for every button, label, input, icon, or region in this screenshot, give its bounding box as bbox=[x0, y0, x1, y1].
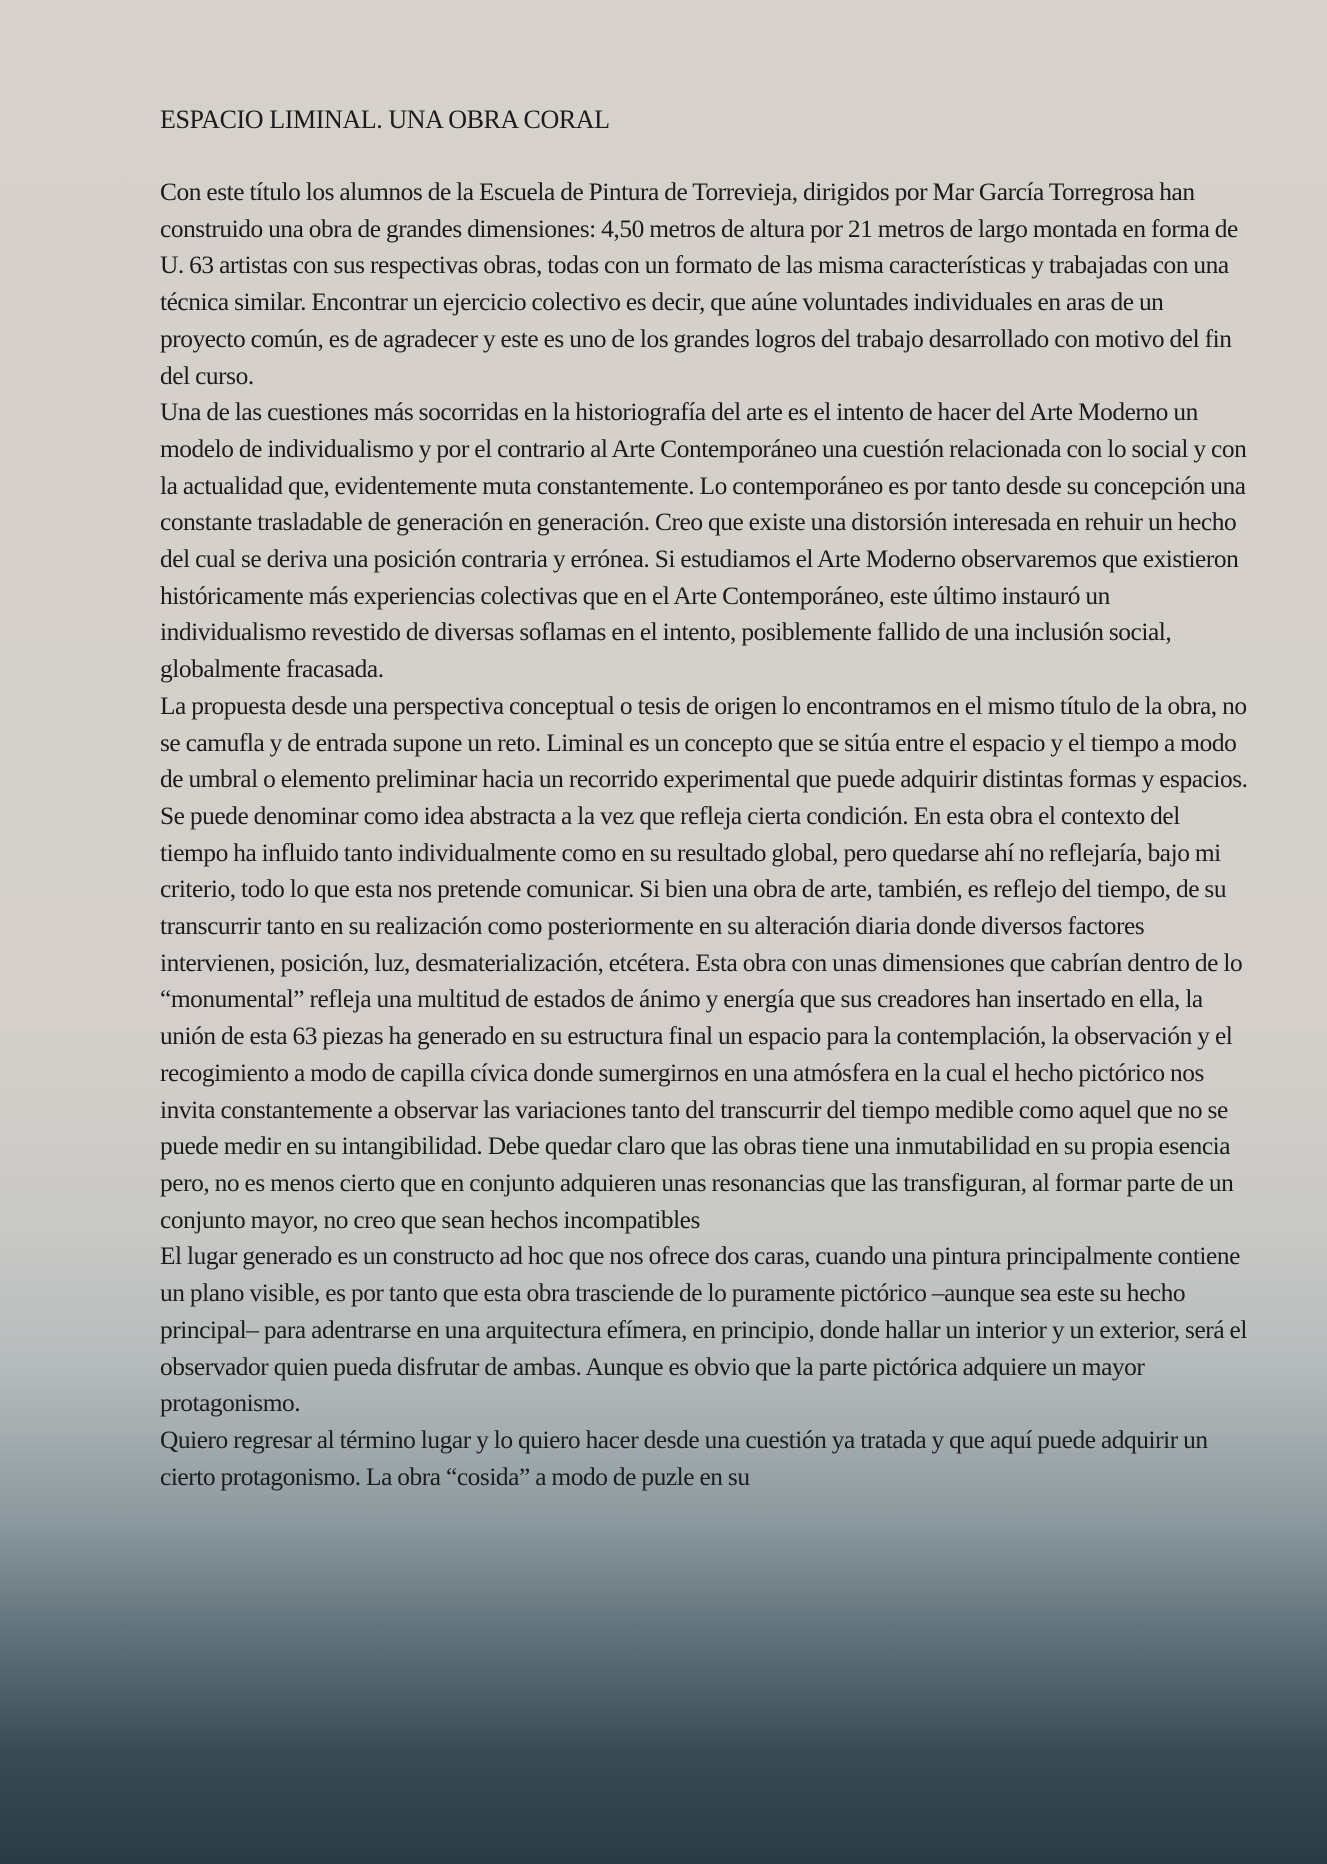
paragraph-4: El lugar generado es un constructo ad hoc que nos ofrece dos caras, cuando una pintura principalmente contiene un plano visible, es por tanto que esta obra trasciende de lo puramente pictórico –aunque sea este su hecho principal– para adentrarse en una arquitectura efímera, en principio, donde hallar un interior y un exterior, será el observador quien pueda disfrutar de ambas. Aunque es obvio que la parte pictórica adquiere un mayor protagonismo. bbox=[160, 1242, 1247, 1418]
paragraph-2: Una de las cuestiones más socorridas en la historiografía del arte es el intento de hacer del Arte Moderno un modelo de individualismo y por el contrario al Arte Contemporáneo una cuestión relacionada con lo social y con la actualidad que, evidentemente muta constantemente. Lo contemporáneo es por tanto desde su concepción una constante trasladable de generación en generación. Creo que existe una distorsión interesada en rehuir un hecho del cual se deriva una posición contraria y errónea. Si estudiamos el Arte Moderno observaremos que existieron históricamente más experiencias colectivas que en el Arte Contemporáneo, este último instauró un individualismo revestido de diversas soflamas en el intento, posiblemente fallido de una inclusión social, globalmente fracasada. bbox=[160, 398, 1247, 684]
paragraph-3: La propuesta desde una perspectiva conceptual o tesis de origen lo encontramos en el mismo título de la obra, no se camufla y de entrada supone un reto. Liminal es un concepto que se sitúa entre el espacio y el tiempo a modo de umbral o elemento preliminar hacia un recorrido experimental que puede adquirir distintas formas y espacios. Se puede denominar como idea abstracta a la vez que refleja cierta condición. En esta obra el contexto del tiempo ha influido tanto individualmente como en su resultado global, pero quedarse ahí no reflejaría, bajo mi criterio, todo lo que esta nos pretende comunicar. Si bien una obra de arte, también, es reflejo del tiempo, de su transcurrir tanto en su realización como posteriormente en su alteración diaria donde diversos factores intervienen, posición, luz, desmaterialización, etcétera. Esta obra con unas dimensiones que cabrían dentro de lo “monumental” refleja una multitud de estados de ánimo y energía que sus creadores han insertado en ella, la unión de esta 63 piezas ha generado en su estructura final un espacio para la contemplación, la observación y el recogimiento a modo de capilla cívica donde sumergirnos en una atmósfera en la cual el hecho pictórico nos invita constantemente a observar las variaciones tanto del transcurrir del tiempo medible como aquel que no se puede medir en su intangibilidad. Debe quedar claro que las obras tiene una inmutabilidad en su propia esencia pero, no es menos cierto que en conjunto adquieren unas resonancias que las transfiguran, al formar parte de un conjunto mayor, no creo que sean hechos incompatibles bbox=[160, 691, 1248, 1234]
paragraph-1: Con este título los alumnos de la Escuela de Pintura de Torrevieja, dirigidos por Mar García Torregrosa han construido una obra de grandes dimensiones: 4,50 metros de altura por 21 metros de largo montada en forma de U. 63 artistas con sus respectivas obras, todas con un formato de las misma características y trabajadas con una técnica similar. Encontrar un ejercicio colectivo es decir, que aúne voluntades individuales en aras de un proyecto común, es de agradecer y este es uno de los grandes logros del trabajo desarrollado con motivo del fin del curso. bbox=[160, 178, 1238, 390]
document-page bbox=[160, 102, 1250, 1495]
document-title: ESPACIO LIMINAL. UNA OBRA CORAL bbox=[160, 105, 610, 134]
paragraph-5: Quiero regresar al término lugar y lo quiero hacer desde una cuestión ya tratada y que aquí puede adquirir un cierto protagonismo. La obra “cosida” a modo de puzle en su bbox=[160, 1425, 1208, 1491]
